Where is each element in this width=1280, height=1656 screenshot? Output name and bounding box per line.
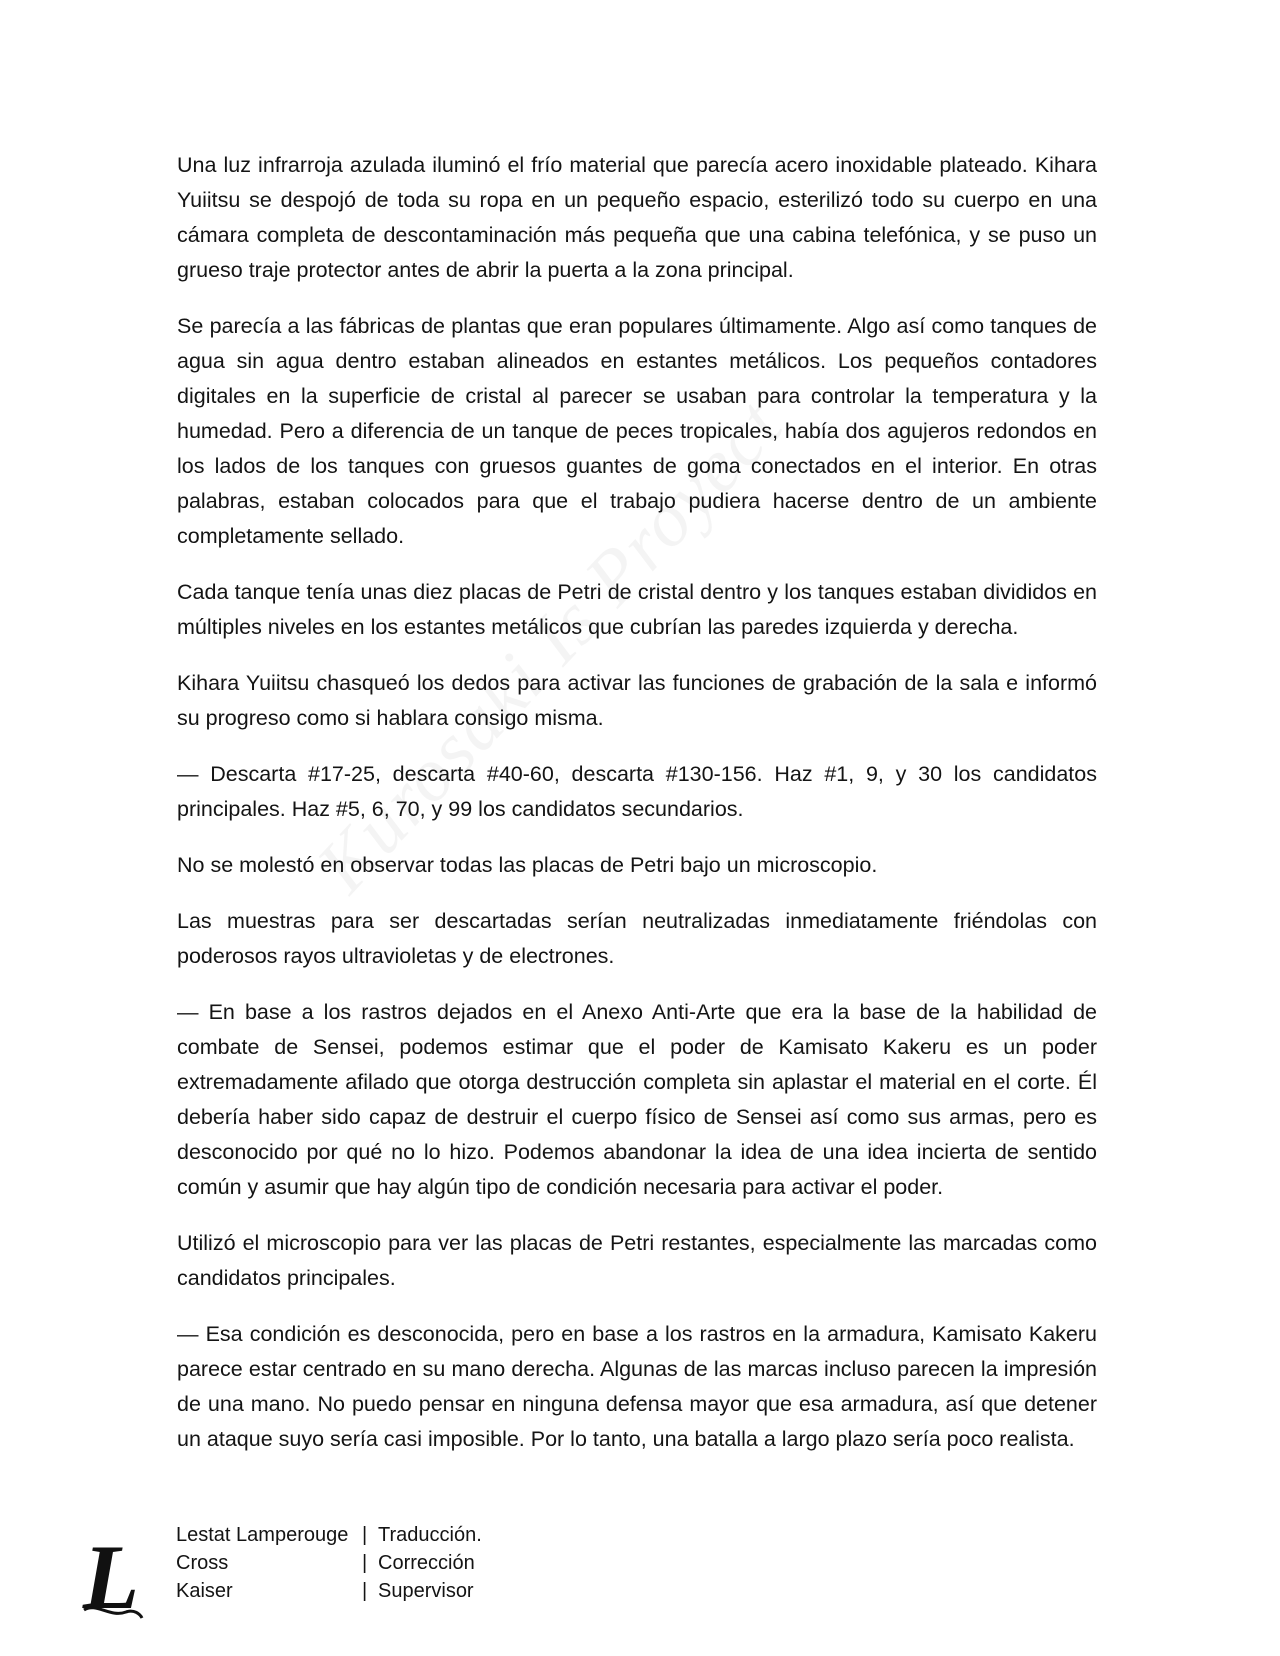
credits-list <box>176 1521 482 1605</box>
paragraph-1: Una luz infrarroja azulada iluminó el frío material que parecía acero inoxidable plateado. Kihara Yuiitsu se despojó de toda su ropa en un pequeño espacio, esterilizó todo su cuerpo en una cámara completa de descontaminación más pequeña que una cabina telefónica, y se puso un grueso traje protector antes de abrir la puerta a la zona principal. <box>177 153 1097 282</box>
credit-role: Supervisor <box>378 1580 474 1602</box>
credit-separator: | <box>362 1580 368 1602</box>
document-body <box>177 148 1097 1478</box>
credit-row-supervisor <box>176 1577 482 1605</box>
credit-name: Cross <box>176 1552 229 1574</box>
credit-name: Kaiser <box>176 1580 233 1602</box>
paragraph-6: No se molestó en observar todas las placas de Petri bajo un microscopio. <box>177 853 878 877</box>
credit-name: Lestat Lamperouge <box>176 1524 349 1546</box>
credit-row-correction <box>176 1549 482 1577</box>
paragraph-9: Utilizó el microscopio para ver las placas de Petri restantes, especialmente las marcadas como candidatos principales. <box>177 1231 1097 1290</box>
svg-text:L: L <box>82 1532 140 1622</box>
credit-role: Corrección <box>378 1552 475 1574</box>
paragraph-3: Cada tanque tenía unas diez placas de Petri de cristal dentro y los tanques estaban divididos en múltiples niveles en los estantes metálicos que cubrían las paredes izquierda y derecha. <box>177 580 1097 639</box>
paragraph-8: — En base a los rastros dejados en el Anexo Anti-Arte que era la base de la habilidad de combate de Sensei, podemos estimar que el poder de Kamisato Kakeru es un poder extremadamente afilado que otorga destrucción completa sin aplastar el material en el corte. Él debería haber sido capaz de destruir el cuerpo físico de Sensei así como sus armas, pero es desconocido por qué no lo hizo. Podemos abandonar la idea de una idea incierta de sentido común y asumir que hay algún tipo de condición necesaria para activar el poder. <box>177 1000 1097 1199</box>
paragraph-2: Se parecía a las fábricas de plantas que eran populares últimamente. Algo así como tanques de agua sin agua dentro estaban alineados en estantes metálicos. Los pequeños contadores digitales en la superficie de cristal al parecer se usaban para controlar la temperatura y la humedad. Pero a diferencia de un tanque de peces tropicales, había dos agujeros redondos en los lados de los tanques con gruesos guantes de goma conectados en el interior. En otras palabras, estaban colocados para que el trabajo pudiera hacerse dentro de un ambiente completamente sellado. <box>177 314 1097 548</box>
credit-row-translation <box>176 1521 482 1549</box>
paragraph-4: Kihara Yuiitsu chasqueó los dedos para activar las funciones de grabación de la sala e informó su progreso como si hablara consigo misma. <box>177 671 1097 730</box>
gothic-l-logo-icon <box>76 1532 146 1622</box>
credit-separator: | <box>362 1552 368 1574</box>
paragraph-10: — Esa condición es desconocida, pero en base a los rastros en la armadura, Kamisato Kakeru parece estar centrado en su mano derecha. Algunas de las marcas incluso parecen la impresión de una mano. No puedo pensar en ninguna defensa mayor que esa armadura, así que detener un ataque suyo sería casi imposible. Por lo tanto, una batalla a largo plazo sería poco realista. <box>177 1322 1097 1451</box>
credit-role: Traducción. <box>378 1524 482 1546</box>
credits-footer <box>70 1520 770 1630</box>
paragraph-5: — Descarta #17-25, descarta #40-60, descarta #130-156. Haz #1, 9, y 30 los candidatos principales. Haz #5, 6, 70, y 99 los candidatos secundarios. <box>177 762 1097 821</box>
paragraph-7: Las muestras para ser descartadas serían neutralizadas inmediatamente friéndolas con poderosos rayos ultravioletas y de electrones. <box>177 909 1097 968</box>
credit-separator: | <box>362 1524 368 1546</box>
